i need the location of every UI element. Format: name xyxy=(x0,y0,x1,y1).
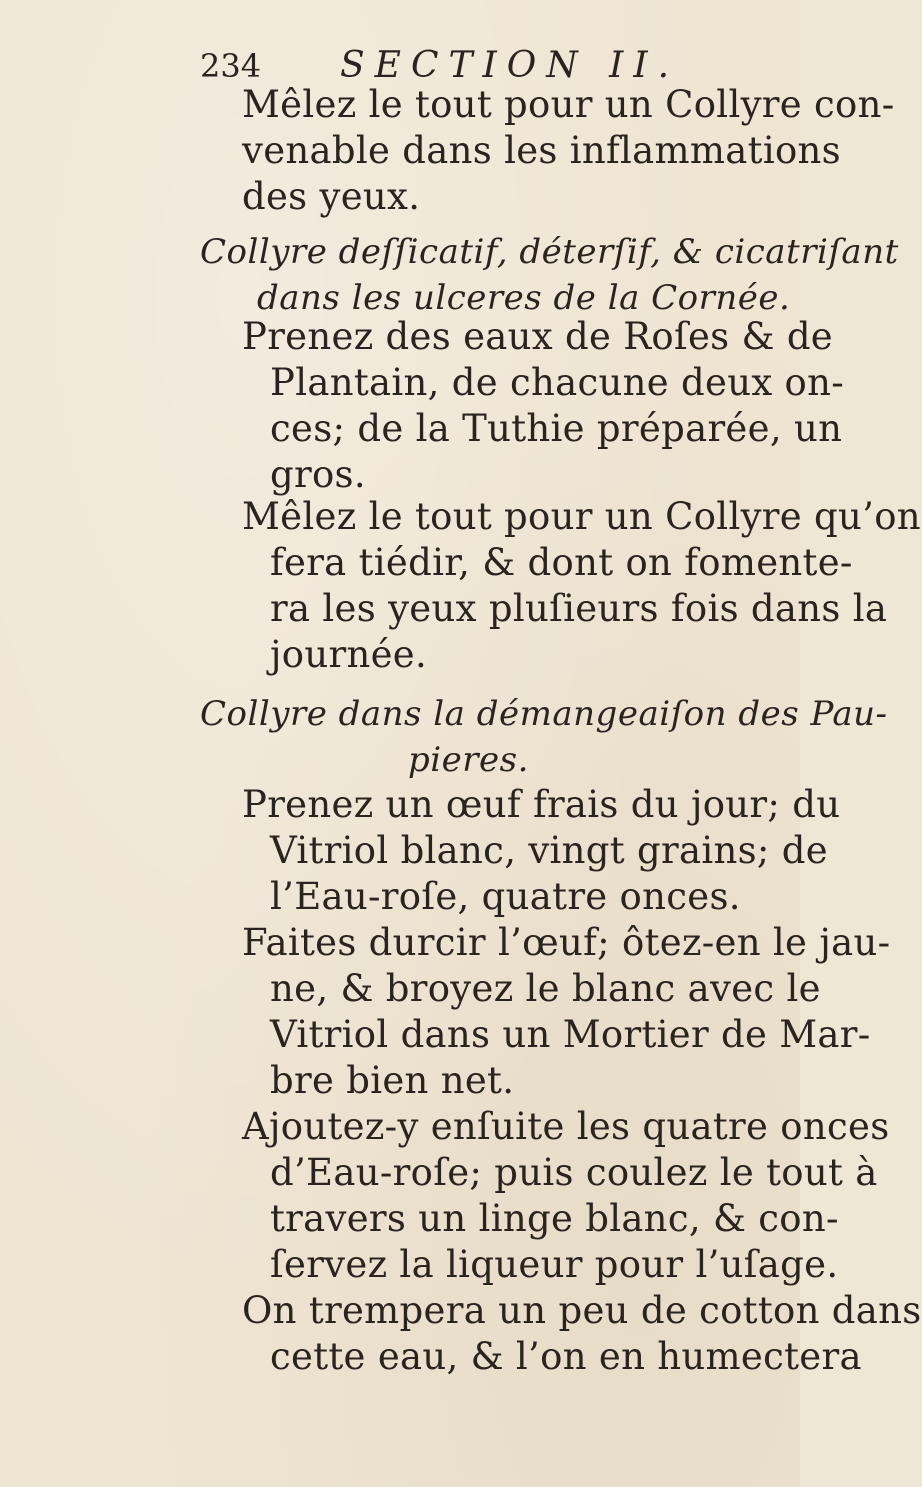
text-line: gros. xyxy=(270,453,366,496)
recipe-heading: pieres. xyxy=(408,740,529,780)
text-line: fera tiédir, & dont on fomente- xyxy=(270,541,853,584)
recipe-heading: Collyre dans la démangeaiſon des Pau- xyxy=(200,694,888,734)
text-line: Prenez un œuf frais du jour; du xyxy=(242,783,841,826)
text-line: ſervez la liqueur pour l’uſage. xyxy=(270,1243,839,1286)
text-line: Faites durcir l’œuf; ôtez-en le jau- xyxy=(242,921,891,964)
text-line: travers un linge blanc, & con- xyxy=(270,1197,839,1240)
recipe-heading: dans les ulceres de la Cornée. xyxy=(257,278,791,318)
text-line: Mêlez le tout pour un Collyre qu’on xyxy=(242,495,921,538)
text-line: Ajoutez-y enſuite les quatre onces xyxy=(242,1105,890,1148)
text-line: d’Eau-roſe; puis coulez le tout à xyxy=(270,1151,878,1194)
text-line: journée. xyxy=(270,633,428,676)
text-line: bre bien net. xyxy=(270,1059,515,1102)
text-line: Mêlez le tout pour un Collyre con- xyxy=(242,83,895,126)
text-line: ne, & broyez le blanc avec le xyxy=(270,967,821,1010)
recipe-heading: Collyre deſſicatif, déterſif, & cicatriſant xyxy=(200,232,899,272)
text-line: cette eau, & l’on en humectera xyxy=(270,1335,862,1378)
text-line: Vitriol dans un Mortier de Mar- xyxy=(270,1013,871,1056)
text-line: ra les yeux pluſieurs fois dans la xyxy=(270,587,888,630)
text-line: Prenez des eaux de Roſes & de xyxy=(242,315,833,358)
text-line: Plantain, de chacune deux on- xyxy=(270,361,845,404)
text-line: Vitriol blanc, vingt grains; de xyxy=(270,829,828,872)
text-line: ces; de la Tuthie préparée, un xyxy=(270,407,843,450)
text-line: venable dans les inflammations xyxy=(242,129,841,172)
text-line: On trempera un peu de cotton dans xyxy=(242,1289,922,1332)
text-line: des yeux. xyxy=(242,175,421,218)
text-line: l’Eau-roſe, quatre onces. xyxy=(270,875,741,918)
running-head: SECTION II. xyxy=(340,45,680,86)
page-number: 234 xyxy=(200,47,262,85)
